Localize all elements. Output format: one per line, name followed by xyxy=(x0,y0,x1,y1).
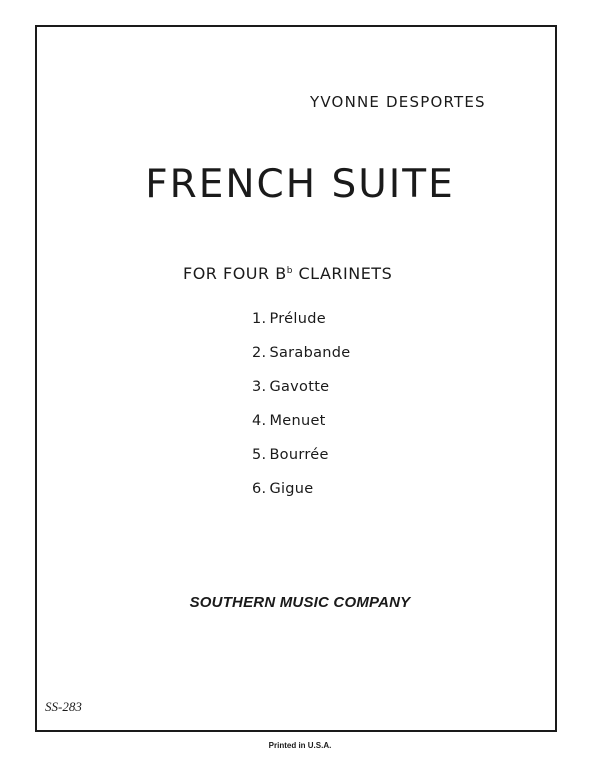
movement-number: 2. xyxy=(252,345,267,361)
movement-item xyxy=(252,413,350,447)
movement-number: 3. xyxy=(252,379,267,395)
movement-item xyxy=(252,311,350,345)
movement-name: Bourrée xyxy=(269,447,329,463)
movement-name: Menuet xyxy=(269,413,326,429)
publisher-name: SOUTHERN MUSIC COMPANY xyxy=(189,594,411,611)
movement-number: 4. xyxy=(252,413,267,429)
composer-name: YVONNE DESPORTES xyxy=(310,93,486,111)
movement-item xyxy=(252,345,350,379)
movement-item xyxy=(252,379,350,413)
movement-name: Prélude xyxy=(269,311,326,327)
flat-symbol: b xyxy=(286,266,293,276)
movement-number: 6. xyxy=(252,481,267,497)
catalog-number: SS-283 xyxy=(45,699,82,714)
subtitle-suffix: CLARINETS xyxy=(292,264,393,283)
page-title: FRENCH SUITE xyxy=(145,162,455,207)
movement-item xyxy=(252,447,350,481)
printed-in-note: Printed in U.S.A. xyxy=(268,741,332,750)
movement-list xyxy=(252,311,350,515)
subtitle-prefix: FOR FOUR B xyxy=(183,264,287,283)
movement-name: Gavotte xyxy=(269,379,330,395)
movement-item xyxy=(252,481,350,515)
movement-name: Gigue xyxy=(269,481,314,497)
instrumentation-subtitle xyxy=(183,264,392,283)
movement-number: 1. xyxy=(252,311,267,327)
movement-name: Sarabande xyxy=(269,345,351,361)
movement-number: 5. xyxy=(252,447,267,463)
